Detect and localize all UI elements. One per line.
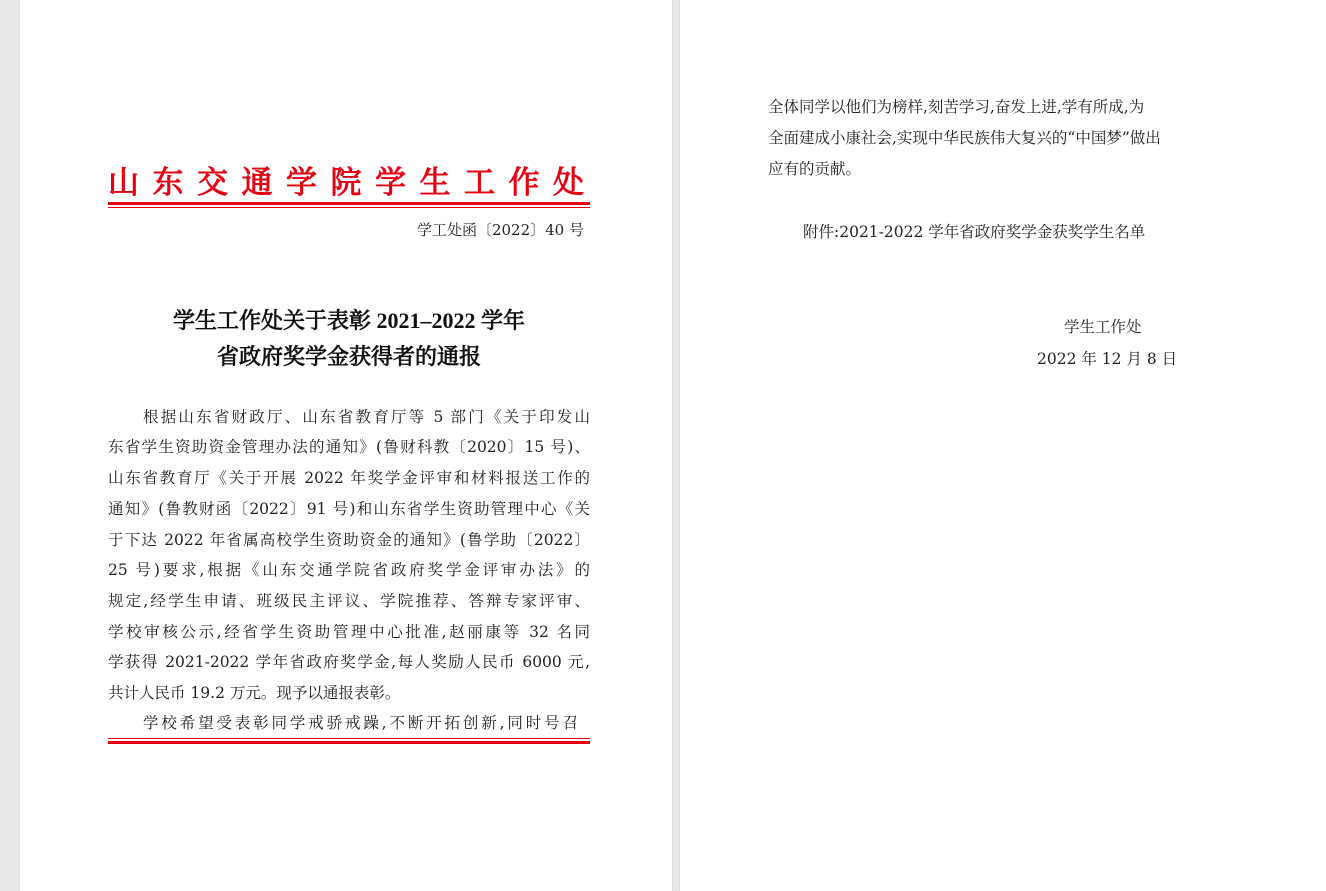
body-paragraph-line: 学校审核公示,经省学生资助管理中心批准,赵丽康等 32 名同 (108, 623, 590, 641)
body-paragraph-line: 学校希望受表彰同学戒骄戒躁,不断开拓创新,同时号召 (143, 714, 578, 732)
body-continuation-line: 全体同学以他们为榜样,刻苦学习,奋发上进,学有所成,为 (768, 98, 1145, 116)
attachment-note: 附件:2021-2022 学年省政府奖学金获奖学生名单 (803, 223, 1146, 241)
signature-date: 2022 年 12 月 8 日 (1037, 350, 1178, 368)
header-rule-thick (108, 202, 590, 205)
body-paragraph-line: 于下达 2022 年省属高校学生资助资金的通知》(鲁学助〔2022〕 (108, 531, 590, 549)
body-paragraph-line: 25 号)要求,根据《山东交通学院省政府奖学金评审办法》的 (108, 561, 590, 579)
header-rule-thin (108, 207, 590, 208)
org-header-title: 山东交通学院学生工作处 (108, 165, 598, 201)
document-number: 学工处函〔2022〕40 号 (416, 221, 584, 239)
body-paragraph-line: 根据山东省财政厅、山东省教育厅等 5 部门《关于印发山 (143, 408, 590, 426)
body-continuation-line: 应有的贡献。 (768, 160, 862, 178)
body-continuation-line: 全面建成小康社会,实现中华民族伟大复兴的“中国梦”做出 (768, 129, 1161, 147)
body-paragraph-line: 规定,经学生申请、班级民主评议、学院推荐、答辩专家评审、 (108, 592, 590, 610)
signature-org: 学生工作处 (1064, 318, 1142, 336)
body-paragraph-line: 东省学生资助资金管理办法的通知》(鲁财科教〔2020〕15 号)、 (108, 438, 590, 456)
document-title-line-2: 省政府奖学金获得者的通报 (216, 344, 481, 369)
document-page-2 (680, 0, 1326, 891)
footer-rule-thick (108, 741, 590, 744)
body-paragraph-line: 学获得 2021-2022 学年省政府奖学金,每人奖励人民币 6000 元, (108, 653, 590, 671)
body-paragraph-line: 通知》(鲁教财函〔2022〕91 号)和山东省学生资助管理中心《关 (108, 500, 590, 518)
footer-rule-thin (108, 738, 590, 739)
document-title-line-1: 学生工作处关于表彰 2021–2022 学年 (172, 308, 525, 333)
body-paragraph-line: 山东省教育厅《关于开展 2022 年奖学金评审和材料报送工作的 (108, 469, 590, 487)
body-paragraph-line: 共计人民币 19.2 万元。现予以通报表彰。 (108, 684, 401, 702)
document-page-1 (20, 0, 672, 891)
